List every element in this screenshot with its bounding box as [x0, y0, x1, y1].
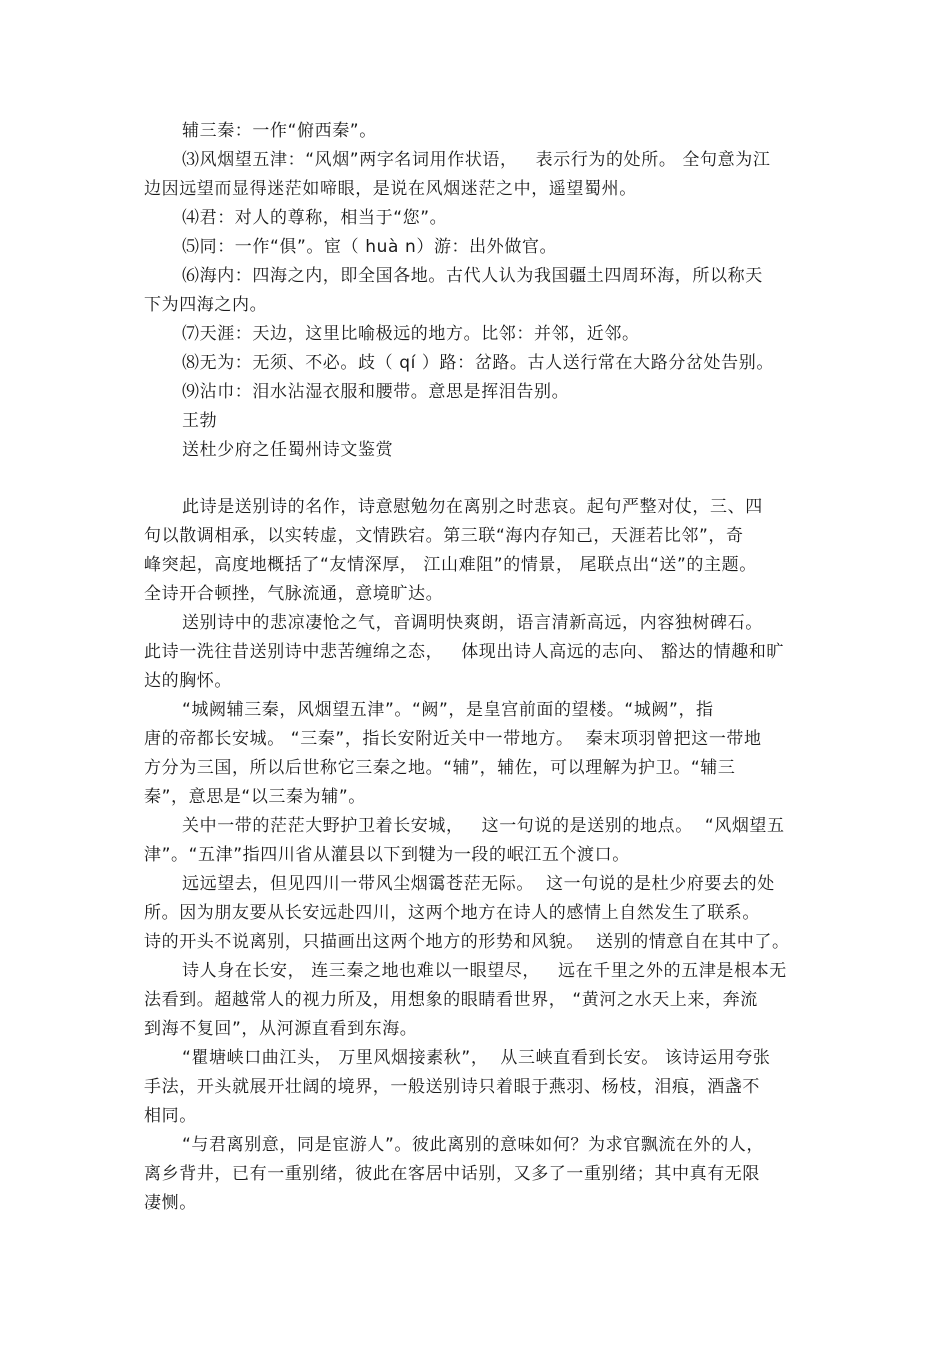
- body-line: 诗的开头不说离别，只描画出这两个地方的形势和风貌。 送别的情意自在其中了。: [144, 932, 790, 952]
- body-line: 唐的帝都长安城。 “三秦”，指长安附近关中一带地方。 秦末项羽曾把这一带地: [144, 729, 762, 749]
- body-line: 此诗是送别诗的名作，诗意慰勉勿在离别之时悲哀。起句严整对仗，三、四: [182, 497, 763, 517]
- note-line: ⑷君：对人的尊称，相当于“您”。: [182, 208, 448, 228]
- body-line: “与君离别意，同是宦游人”。彼此离别的意味如何？为求官飘流在外的人，: [182, 1135, 765, 1155]
- body-line: 送别诗中的悲凉凄怆之气，音调明快爽朗，语言清新高远，内容独树碑石。: [182, 613, 763, 633]
- body-line: “城阙辅三秦，风烟望五津”。“阙”，是皇宫前面的望楼。“城阙”，指: [182, 700, 714, 720]
- note-line: ⑸同：一作“俱”。宦（ huà n）游：出外做官。: [182, 237, 558, 257]
- note-line: ⑼沾巾：泪水沾湿衣服和腰带。意思是挥泪告别。: [182, 382, 570, 402]
- body-line: 句以散调相承，以实转虚，文情跌宕。第三联“海内存知己，天涯若比邻”，奇: [144, 526, 744, 546]
- note-line: ⑻无为：无须、不必。歧（ qí ）路：岔路。古人送行常在大路分岔处告别。: [182, 353, 774, 373]
- note-line: 辅三秦：一作“俯西秦”。: [182, 121, 377, 141]
- body-line: 达的胸怀。: [144, 671, 232, 691]
- body-line: 凄恻。: [144, 1193, 197, 1213]
- body-line: 所。因为朋友要从长安远赴四川，这两个地方在诗人的感情上自然发生了联系。: [144, 903, 760, 923]
- body-line: 津”。“五津”指四川省从灌县以下到犍为一段的岷江五个渡口。: [144, 845, 630, 865]
- note-line: 边因远望而显得迷茫如啼眼，是说在风烟迷茫之中，遥望蜀州。: [144, 179, 637, 199]
- author-name: 王勃: [182, 411, 218, 431]
- body-line: 全诗开合顿挫，气脉流通，意境旷达。: [144, 584, 444, 604]
- section-title: 送杜少府之任蜀州诗文鉴赏: [182, 440, 394, 460]
- body-line: 远远望去，但见四川一带风尘烟霭苍茫无际。 这一句说的是杜少府要去的处: [182, 874, 775, 894]
- body-line: 诗人身在长安， 连三秦之地也难以一眼望尽， 远在千里之外的五津是根本无: [182, 961, 787, 981]
- body-line: 关中一带的茫茫大野护卫着长安城， 这一句说的是送别的地点。 “风烟望五: [182, 816, 785, 836]
- body-line: 手法，开头就展开壮阔的境界，一般送别诗只着眼于燕羽、杨枝，泪痕，酒盏不: [144, 1077, 760, 1097]
- body-line: “瞿塘峡口曲江头， 万里风烟接素秋”， 从三峡直看到长安。 该诗运用夸张: [182, 1048, 771, 1068]
- body-line: 方分为三国，所以后世称它三秦之地。“辅”，辅佐，可以理解为护卫。“辅三: [144, 758, 736, 778]
- body-line: 峰突起，高度地概括了“友情深厚， 江山难阻”的情景， 尾联点出“送”的主题。: [144, 555, 757, 575]
- note-line: 下为四海之内。: [144, 295, 268, 315]
- body-line: 此诗一洗往昔送别诗中悲苦缠绵之态， 体现出诗人高远的志向、 豁达的情趣和旷: [144, 642, 785, 662]
- body-line: 相同。: [144, 1106, 197, 1126]
- body-line: 到海不复回”，从河源直看到东海。: [144, 1019, 418, 1039]
- note-line: ⑺天涯：天边，这里比喻极远的地方。比邻：并邻，近邻。: [182, 324, 640, 344]
- note-line: ⑶风烟望五津：“风烟”两字名词用作状语， 表示行为的处所。 全句意为江: [182, 150, 771, 170]
- body-line: 法看到。超越常人的视力所及，用想象的眼睛看世界， “黄河之水天上来，奔流: [144, 990, 758, 1010]
- body-line: 离乡背井，已有一重别绪，彼此在客居中话别，又多了一重别绪；其中真有无限: [144, 1164, 760, 1184]
- body-line: 秦”，意思是“以三秦为辅”。: [144, 787, 366, 807]
- note-line: ⑹海内：四海之内，即全国各地。古代人认为我国疆土四周环海，所以称天: [182, 266, 763, 286]
